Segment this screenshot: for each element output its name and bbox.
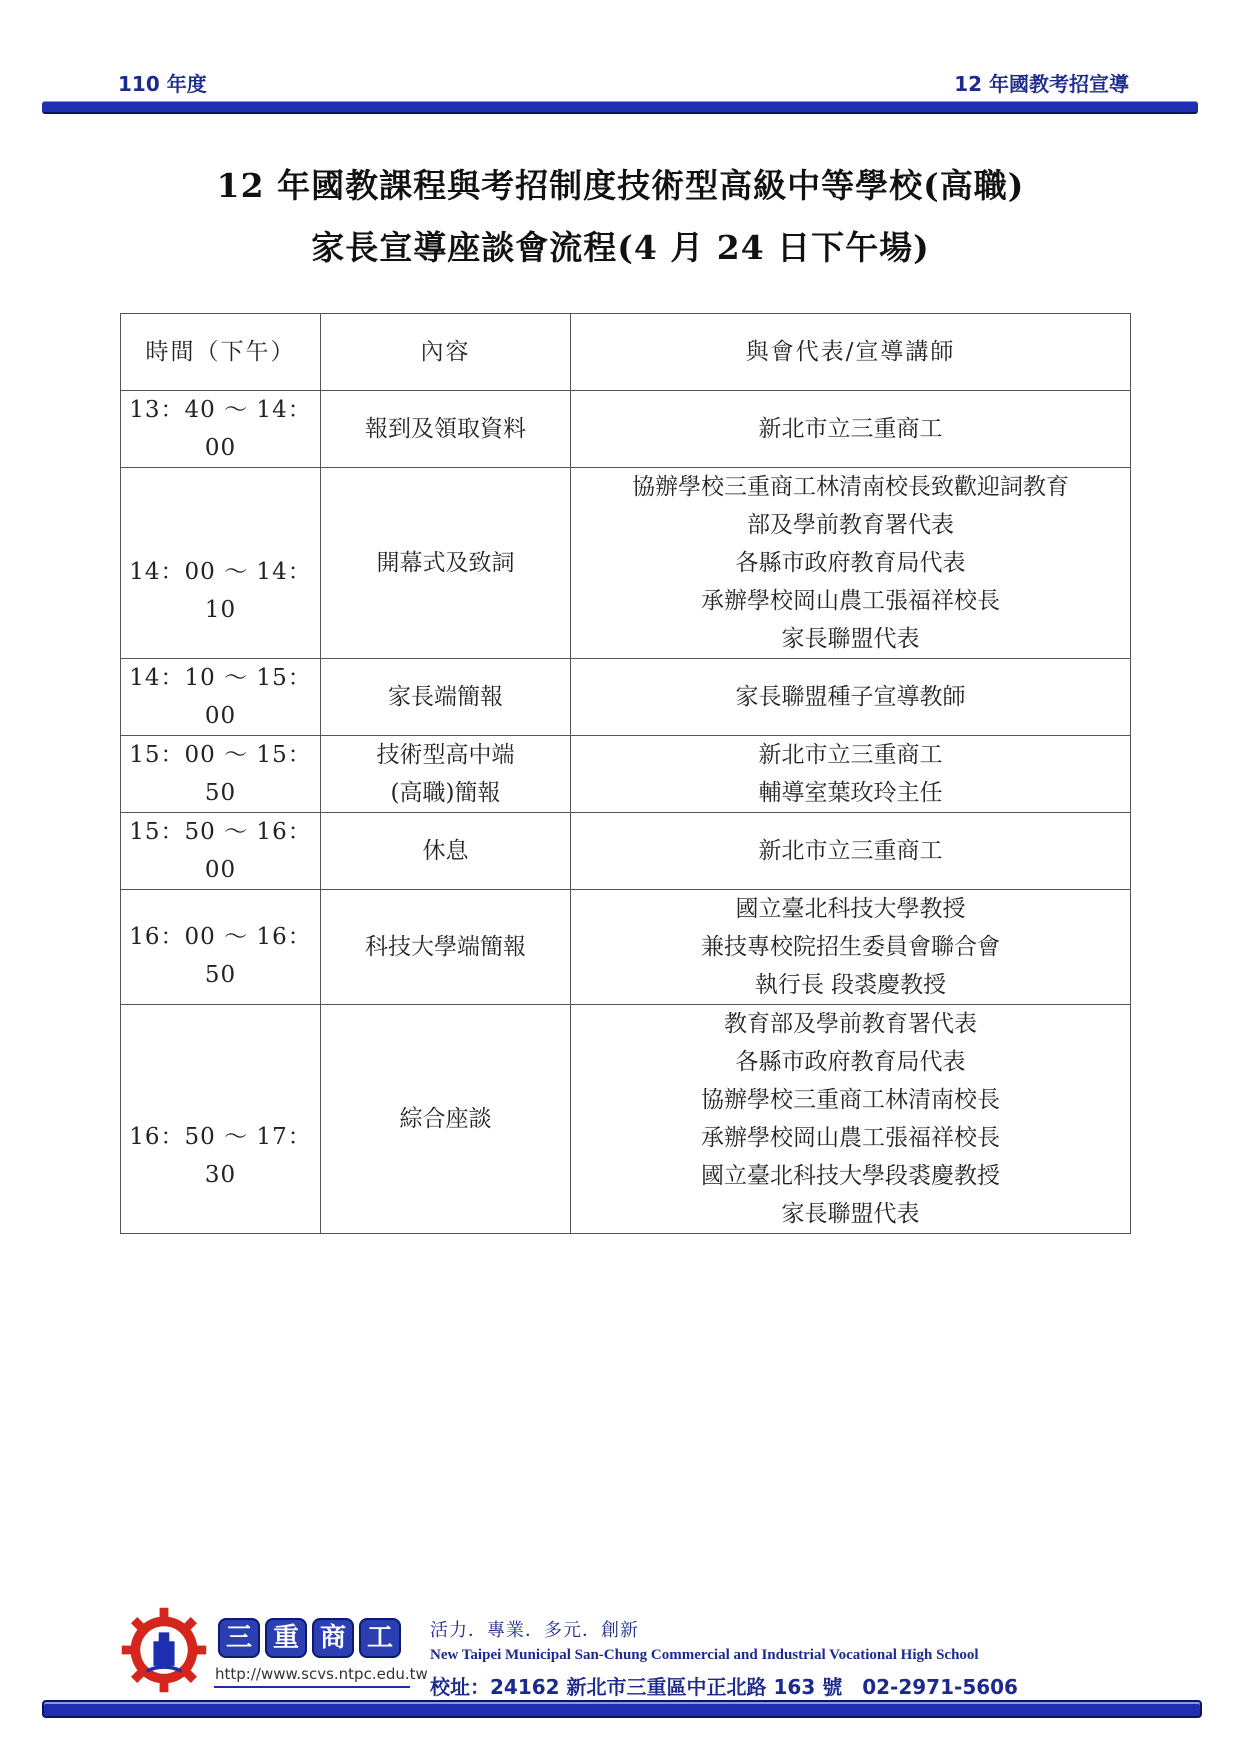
- content-line: 報到及領取資料: [365, 416, 526, 442]
- header-content: 內容: [321, 314, 571, 391]
- school-emblem-icon: [120, 1606, 208, 1694]
- time-cell: [121, 1005, 321, 1234]
- speakers-line: 承辦學校岡山農工張福祥校長: [701, 1125, 1000, 1151]
- table-header-row: [121, 314, 1131, 391]
- speakers-line: 協辦學校三重商工林清南校長: [701, 1087, 1000, 1113]
- speakers-cell: [571, 890, 1131, 1005]
- speakers-line: 家長聯盟種子宣導教師: [735, 684, 966, 710]
- speakers-line: 部及學前教育署代表: [747, 512, 954, 538]
- content-line: 科技大學端簡報: [365, 934, 526, 960]
- header-speakers: 與會代表/宣導講師: [571, 314, 1131, 391]
- time-cell: [121, 736, 321, 813]
- brand-char: 商: [312, 1618, 354, 1658]
- school-address: 校址：24162 新北市三重區中正北路 163 號 02-2971-5606: [430, 1675, 1018, 1699]
- speakers-cell: [571, 813, 1131, 890]
- brand-char: 重: [265, 1618, 307, 1658]
- time-line: 15：00 ～ 15：: [129, 742, 312, 768]
- school-slogan: 活力．專業．多元．創新: [430, 1620, 639, 1641]
- schedule-table: [120, 313, 1131, 1234]
- speakers-line: 新北市立三重商工: [758, 416, 943, 442]
- speakers-line: 家長聯盟代表: [781, 626, 920, 652]
- speakers-line: 各縣市政府教育局代表: [735, 550, 966, 576]
- speakers-line: 輔導室葉玫玲主任: [758, 780, 943, 806]
- table-row: [121, 736, 1131, 813]
- time-line: 50: [204, 962, 237, 988]
- time-cell: [121, 391, 321, 468]
- content-line: 家長端簡報: [388, 684, 503, 710]
- school-brand: [218, 1618, 401, 1658]
- page-title-line1: 12 年國教課程與考招制度技術型高級中等學校(高職): [216, 166, 1025, 205]
- speakers-line: 協辦學校三重商工林清南校長致歡迎詞教育: [632, 474, 1069, 500]
- speakers-line: 國立臺北科技大學段裘慶教授: [701, 1163, 1000, 1189]
- speakers-line: 各縣市政府教育局代表: [735, 1049, 966, 1075]
- speakers-cell: [571, 391, 1131, 468]
- time-line: 16：00 ～ 16：: [129, 924, 312, 950]
- content-line: 開幕式及致詞: [376, 550, 515, 576]
- speakers-line: 執行長 段裘慶教授: [754, 972, 947, 998]
- speakers-line: 家長聯盟代表: [781, 1201, 920, 1227]
- speakers-line: 國立臺北科技大學教授: [735, 896, 966, 922]
- speakers-cell: [571, 659, 1131, 736]
- content-cell: [321, 391, 571, 468]
- speakers-line: 兼技專校院招生委員會聯合會: [701, 934, 1000, 960]
- speakers-cell: [571, 468, 1131, 659]
- page-title-line2: 家長宣導座談會流程(4 月 24 日下午場): [311, 228, 930, 267]
- speakers-cell: [571, 1005, 1131, 1234]
- time-line: 13：40 ～ 14：: [129, 397, 312, 423]
- time-line: 14：10 ～ 15：: [129, 665, 312, 691]
- content-line: (高職)簡報: [390, 780, 501, 806]
- time-line: 16：50 ～ 17：: [129, 1124, 312, 1151]
- content-line: 技術型高中端: [376, 742, 515, 768]
- school-english-name: New Taipei Municipal San-Chung Commercial and Industrial Vocational High School: [430, 1647, 979, 1663]
- speakers-cell: [571, 736, 1131, 813]
- table-row: [121, 890, 1131, 1005]
- header-year: 110 年度: [118, 72, 207, 96]
- time-cell: [121, 890, 321, 1005]
- content-cell: [321, 468, 571, 659]
- speakers-line: 新北市立三重商工: [758, 742, 943, 768]
- table-row: [121, 813, 1131, 890]
- time-cell: [121, 468, 321, 659]
- content-cell: [321, 813, 571, 890]
- content-line: 休息: [422, 838, 469, 864]
- brand-char: 三: [218, 1618, 260, 1658]
- speakers-line: 教育部及學前教育署代表: [724, 1011, 977, 1037]
- footer-rule: [42, 1700, 1202, 1718]
- school-url: http://www.scvs.ntpc.edu.tw: [215, 1665, 428, 1683]
- content-cell: [321, 890, 571, 1005]
- table-row: [121, 468, 1131, 659]
- time-line: 15：50 ～ 16：: [129, 819, 312, 845]
- content-cell: [321, 1005, 571, 1234]
- url-underline: [214, 1686, 410, 1688]
- time-cell: [121, 813, 321, 890]
- time-line: 14：00 ～ 14：: [129, 559, 312, 585]
- time-line: 00: [204, 857, 237, 883]
- header-topic: 12 年國教考招宣導: [954, 72, 1129, 96]
- schedule-body: [121, 391, 1131, 1234]
- time-line: 50: [204, 780, 237, 806]
- table-row: [121, 659, 1131, 736]
- time-line: 30: [204, 1162, 237, 1189]
- content-cell: [321, 736, 571, 813]
- content-line: 綜合座談: [399, 1106, 492, 1132]
- time-line: 00: [204, 435, 237, 461]
- brand-char: 工: [359, 1618, 401, 1658]
- time-cell: [121, 659, 321, 736]
- header-rule: [42, 101, 1198, 114]
- header-time: 時間（下午）: [121, 314, 321, 391]
- speakers-line: 承辦學校岡山農工張福祥校長: [701, 588, 1000, 614]
- time-line: 00: [204, 703, 237, 729]
- table-row: [121, 391, 1131, 468]
- speakers-line: 新北市立三重商工: [758, 838, 943, 864]
- table-row: [121, 1005, 1131, 1234]
- time-line: 10: [204, 597, 237, 623]
- content-cell: [321, 659, 571, 736]
